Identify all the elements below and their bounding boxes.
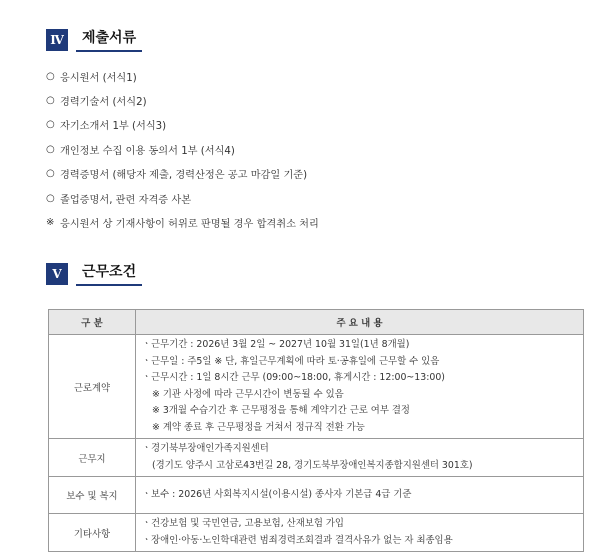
content-line: ㆍ장애인·아동·노인학대관련 범죄경력조회결과 결격사유가 없는 자 최종임용: [142, 534, 453, 546]
list-item: [46, 186, 319, 210]
submission-documents-list: [46, 64, 319, 235]
table-row: [49, 335, 584, 439]
row-label: 보수 및 복지: [49, 477, 136, 514]
section-4-heading: [46, 28, 142, 52]
note-item: [46, 210, 319, 234]
circle-bullet-icon: ○: [46, 143, 55, 155]
list-item-text: 졸업증명서, 관련 자격증 사본: [60, 194, 192, 206]
row-label: 기타사항: [49, 514, 136, 552]
content-line: ㆍ근무일 : 주5일 ※ 단, 휴일근무계획에 따라 토·공휴일에 근무할 수 있음: [142, 355, 440, 367]
table-header-row: [49, 310, 584, 335]
section-title: 제출서류: [76, 28, 142, 52]
list-item-text: 개인정보 수집 이용 동의서 1부 (서식4): [60, 145, 235, 157]
row-label: 근무지: [49, 439, 136, 477]
column-header-content: 주 요 내 용: [136, 310, 584, 335]
circle-bullet-icon: ○: [46, 95, 55, 107]
list-item-text: 자기소개서 1부 (서식3): [60, 121, 167, 133]
content-line: (경기도 양주시 고삼로43번길 28, 경기도북부장애인복지종합지원센터 301호): [152, 459, 473, 471]
section-number-badge: Ⅳ: [46, 29, 68, 51]
row-content: [136, 335, 584, 439]
row-label: 근로계약: [49, 335, 136, 439]
column-header-category: 구 분: [49, 310, 136, 335]
note-mark-icon: ※: [46, 217, 55, 229]
section-title: 근무조건: [76, 262, 142, 286]
content-note-line: ※ 계약 종료 후 근무평정을 거쳐서 정규직 전환 가능: [152, 421, 365, 433]
list-item-text: 경력기술서 (서식2): [60, 97, 147, 109]
note-text: 응시원서 상 기재사항이 허위로 판명될 경우 합격취소 처리: [60, 219, 319, 231]
content-line: ㆍ보수 : 2026년 사회복지시설(이용시설) 종사자 기본급 4급 기준: [142, 488, 412, 500]
content-line: ㆍ경기북부장애인가족지원센터: [142, 443, 269, 454]
circle-bullet-icon: ○: [46, 70, 55, 82]
list-item: [46, 64, 319, 88]
content-note-line: ※ 3개월 수습기간 후 근무평정을 통해 계약기간 근로 여부 결정: [152, 405, 410, 416]
row-content: [136, 514, 584, 552]
list-item: [46, 88, 319, 112]
circle-bullet-icon: ○: [46, 168, 55, 180]
section-number-badge: Ⅴ: [46, 263, 68, 285]
list-item: [46, 162, 319, 186]
section-5-heading: [46, 262, 142, 286]
list-item: [46, 137, 319, 161]
circle-bullet-icon: ○: [46, 192, 55, 204]
table-row: [49, 439, 584, 477]
table-row: [49, 477, 584, 514]
row-content: [136, 477, 584, 514]
content-line: ㆍ건강보험 및 국민연금, 고용보험, 산재보험 가입: [142, 518, 344, 529]
working-conditions-table: [48, 309, 584, 552]
table-row: [49, 514, 584, 552]
list-item-text: 경력증명서 (해당자 제출, 경력산정은 공고 마감일 기준): [60, 170, 308, 182]
circle-bullet-icon: ○: [46, 119, 55, 131]
list-item-text: 응시원서 (서식1): [60, 72, 137, 84]
content-note-line: ※ 기관 사정에 따라 근무시간이 변동될 수 있음: [152, 388, 344, 400]
row-content: [136, 439, 584, 477]
content-line: ㆍ근무기간 : 2026년 3월 2일 ~ 2027년 10월 31일(1년 8개월): [142, 339, 410, 350]
list-item: [46, 113, 319, 137]
content-line: ㆍ근무시간 : 1일 8시간 근무 (09:00~18:00, 휴게시간 : 12:00~13:00): [142, 372, 445, 383]
